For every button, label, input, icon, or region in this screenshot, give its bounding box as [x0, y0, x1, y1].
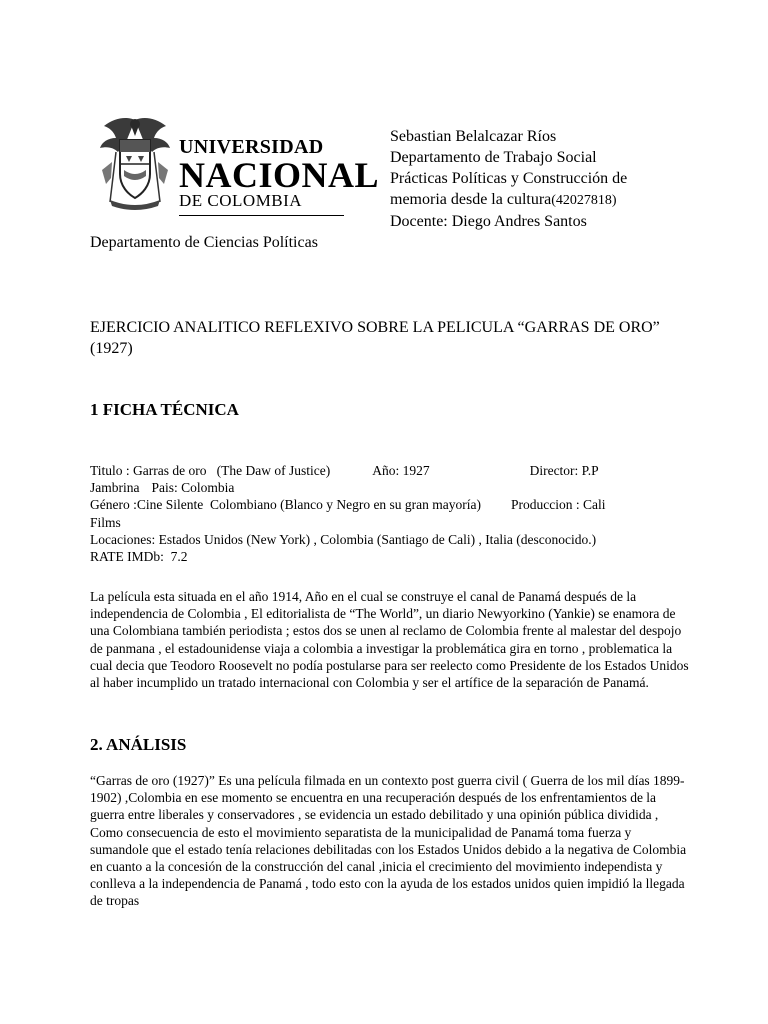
tech-row-4 [90, 514, 690, 531]
tech-produccion-b: Films [90, 514, 121, 530]
logo-line-de-colombia: DE COLOMBIA [179, 192, 344, 216]
author-name: Sebastian Belalcazar Ríos [390, 128, 557, 145]
coat-of-arms-icon [96, 112, 174, 212]
tech-row-3 [90, 496, 690, 513]
section-heading-analisis: 2. ANÁLISIS [90, 735, 187, 754]
tech-row-1 [90, 462, 690, 479]
author-department: Departamento de Trabajo Social [390, 149, 597, 166]
logo-line-nacional: NACIONAL [179, 155, 380, 195]
tech-row-6 [90, 548, 690, 565]
tech-sheet [90, 462, 690, 565]
teacher-name: Docente: Diego Andres Santos [390, 213, 587, 230]
department-left: Departamento de Ciencias Políticas [90, 234, 318, 251]
tech-director-a: Director: P.P [529, 463, 599, 478]
tech-row-5 [90, 531, 690, 548]
tech-genero: Género :Cine Silente Colombiano (Blanco y Negro en su gran mayoría) [90, 497, 482, 513]
tech-pais: Pais: Colombia [151, 480, 235, 496]
course-line-2 [390, 189, 690, 211]
tech-rate: RATE IMDb: 7.2 [90, 549, 188, 565]
section-heading-ficha: 1 FICHA TÉCNICA [90, 400, 239, 419]
course-code: (42027818) [551, 193, 617, 208]
tech-anio: Año: 1927 [372, 463, 430, 478]
tech-titulo: Titulo : Garras de oro (The Daw of Justice) [90, 463, 331, 478]
analysis-paragraph: “Garras de oro (1927)” Es una película filmada en un contexto post guerra civil ( Guerra de los mil días 1899-1902) ,Colombia en ese momento se encuentra en una recuperación después de los enfrentamientos de la guerra entre liberales y conservadores , se evidencia un estado debilitado y una opinión pública dividida , Como consecuencia de esto el movimiento separatista de la municipalidad de Panamá toma fuerza y sumandole que el estado tenía relaciones debilitadas con los Estados Unidos debido a la negativa de Colombia en cuanto a la concesión de la construcción del canal ,inicia el crecimiento del movimiento independista y conlleva a la independencia de Panamá , todo esto con la ayuda de los estados unidos quien impidió la llegada de tropas [90, 773, 687, 909]
synopsis-paragraph: La película esta situada en el año 1914, Año en el cual se construye el canal de Panamá después de la independencia de Colombia , El editorialista de “The World”, un diario Newyorkino (Yankie) se enamora de una Colombiana también periodista ; estos dos se unen al reclamo de Colombia frente al malestar del despojo de panmana , el estadounidense viaja a colombia a investigar la problemática gira en torno , problematica la cual decia que Teodoro Roosevelt no podía postularse para ser reelecto como Presidente de los Estados Unidos al haber incumplido un tratado internacional con Colombia y ser el artífice de la separación de Panamá. [90, 589, 689, 691]
tech-locaciones: Locaciones: Estados Unidos (New York) , Colombia (Santiago de Cali) , Italia (desconocido.) [90, 531, 597, 547]
university-logo [96, 112, 380, 212]
tech-row-2 [90, 479, 690, 496]
tech-director-b: Jambrina [90, 480, 140, 496]
course-line-1: Prácticas Políticas y Construcción de [390, 170, 628, 187]
tech-produccion-a: Produccion : Cali [511, 497, 606, 513]
course-line-2-text: memoria desde la cultura [390, 191, 552, 208]
logo-line-universidad: UNIVERSIDAD [179, 136, 324, 158]
document-title: EJERCICIO ANALITICO REFLEXIVO SOBRE LA PELICULA “GARRAS DE ORO” (1927) [90, 319, 660, 357]
author-block [390, 126, 690, 232]
